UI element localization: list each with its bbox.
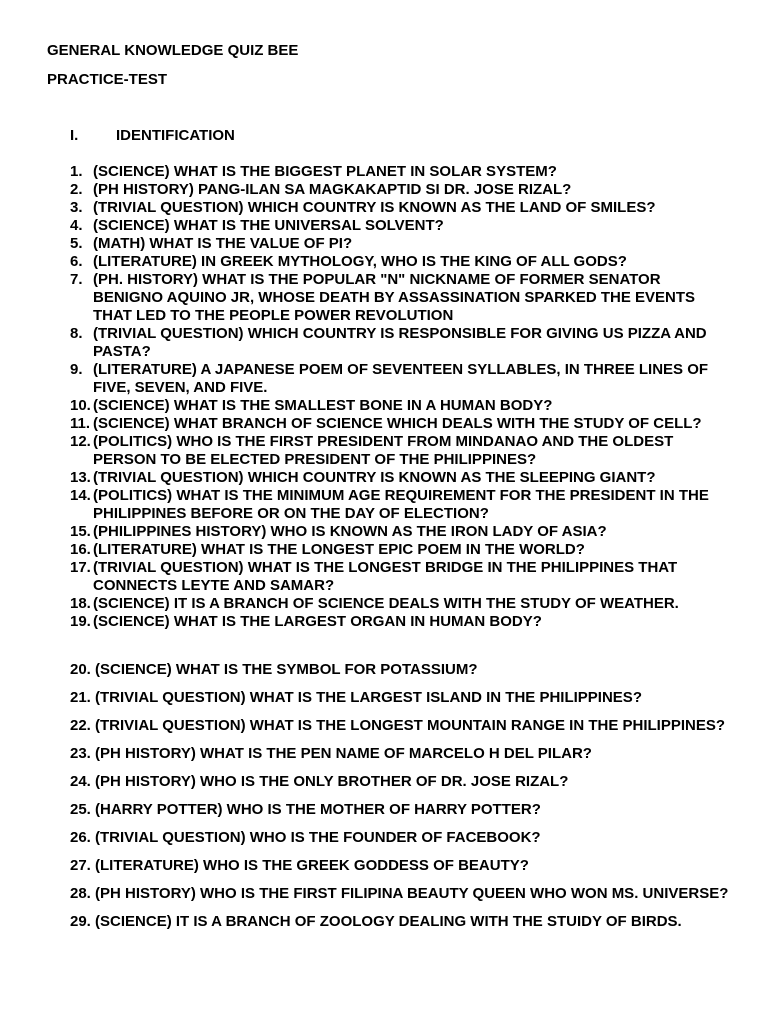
- question-number: 10.: [70, 397, 91, 414]
- question-number: 6.: [70, 253, 83, 270]
- question-number: 2.: [70, 181, 83, 198]
- question-text: (POLITICS) WHO IS THE FIRST PRESIDENT FROM MINDANAO AND THE OLDEST PERSON TO BE ELECTED PRESIDENT OF THE PHILIPPINES?: [93, 433, 674, 468]
- question-item: [70, 217, 730, 235]
- question-text: (LITERATURE) IN GREEK MYTHOLOGY, WHO IS THE KING OF ALL GODS?: [93, 253, 627, 270]
- section-heading: [70, 127, 235, 145]
- question-number: 8.: [70, 325, 83, 342]
- question-text: (MATH) WHAT IS THE VALUE OF PI?: [93, 235, 353, 252]
- question-item: 24. (PH HISTORY) WHO IS THE ONLY BROTHER OF DR. JOSE RIZAL?: [70, 773, 569, 790]
- section-number: I.: [70, 127, 79, 144]
- question-item: [70, 253, 730, 271]
- question-text: (SCIENCE) WHAT IS THE BIGGEST PLANET IN SOLAR SYSTEM?: [93, 163, 557, 180]
- question-number: 7.: [70, 271, 83, 288]
- document-subtitle: PRACTICE-TEST: [47, 71, 167, 88]
- question-item: 28. (PH HISTORY) WHO IS THE FIRST FILIPINA BEAUTY QUEEN WHO WON MS. UNIVERSE?: [70, 885, 729, 902]
- question-item: 25. (HARRY POTTER) WHO IS THE MOTHER OF HARRY POTTER?: [70, 801, 541, 818]
- question-text: (LITERATURE) A JAPANESE POEM OF SEVENTEEN SYLLABLES, IN THREE LINES OF FIVE, SEVEN, AND FIVE.: [93, 361, 709, 396]
- question-number: 12.: [70, 433, 91, 450]
- question-number: 18.: [70, 595, 91, 612]
- question-text: (TRIVIAL QUESTION) WHAT IS THE LONGEST BRIDGE IN THE PHILIPPINES THAT CONNECTS LEYTE AND SAMAR?: [93, 559, 678, 594]
- question-item: [70, 181, 730, 199]
- question-item: [70, 613, 730, 631]
- question-text: (POLITICS) WHAT IS THE MINIMUM AGE REQUIREMENT FOR THE PRESIDENT IN THE PHILIPPINES BEFORE OR ON THE DAY OF ELECTION?: [93, 487, 709, 522]
- question-item: [70, 199, 730, 217]
- question-item: [70, 433, 730, 469]
- question-text: (SCIENCE) IT IS A BRANCH OF SCIENCE DEALS WITH THE STUDY OF WEATHER.: [93, 595, 679, 612]
- question-text: (SCIENCE) WHAT IS THE UNIVERSAL SOLVENT?: [93, 217, 444, 234]
- question-number: 9.: [70, 361, 83, 378]
- question-item: 26. (TRIVIAL QUESTION) WHO IS THE FOUNDER OF FACEBOOK?: [70, 829, 541, 846]
- question-item: 22. (TRIVIAL QUESTION) WHAT IS THE LONGEST MOUNTAIN RANGE IN THE PHILIPPINES?: [70, 717, 726, 734]
- question-text: (PH HISTORY) PANG-ILAN SA MAGKAKAPTID SI DR. JOSE RIZAL?: [93, 181, 572, 198]
- question-item: [70, 559, 730, 595]
- question-number: 5.: [70, 235, 83, 252]
- question-number: 13.: [70, 469, 91, 486]
- question-item: [70, 523, 730, 541]
- question-item: [70, 163, 730, 181]
- question-text: (TRIVIAL QUESTION) WHICH COUNTRY IS KNOWN AS THE LAND OF SMILES?: [93, 199, 656, 216]
- question-number: 17.: [70, 559, 91, 576]
- question-item: 21. (TRIVIAL QUESTION) WHAT IS THE LARGEST ISLAND IN THE PHILIPPINES?: [70, 689, 642, 706]
- question-item: [70, 235, 730, 253]
- question-text: (PH. HISTORY) WHAT IS THE POPULAR "N" NICKNAME OF FORMER SENATOR BENIGNO AQUINO JR, WHOSE DEATH BY ASSASSINATION SPARKED THE EVENTS THAT LED TO THE PEOPLE POWER REVOLUTION: [93, 271, 696, 324]
- question-number: 19.: [70, 613, 91, 630]
- question-item: [70, 595, 730, 613]
- question-item: [70, 469, 730, 487]
- question-item: [70, 271, 730, 325]
- question-item: [70, 541, 730, 559]
- question-text: (LITERATURE) WHAT IS THE LONGEST EPIC POEM IN THE WORLD?: [93, 541, 585, 558]
- question-item: 29. (SCIENCE) IT IS A BRANCH OF ZOOLOGY DEALING WITH THE STUIDY OF BIRDS.: [70, 913, 682, 930]
- question-number: 16.: [70, 541, 91, 558]
- question-item: [70, 397, 730, 415]
- question-item: [70, 325, 730, 361]
- question-number: 11.: [70, 415, 91, 432]
- question-text: (SCIENCE) WHAT IS THE SMALLEST BONE IN A HUMAN BODY?: [93, 397, 553, 414]
- question-text: (PHILIPPINES HISTORY) WHO IS KNOWN AS THE IRON LADY OF ASIA?: [93, 523, 607, 540]
- document-title: GENERAL KNOWLEDGE QUIZ BEE: [47, 42, 299, 59]
- question-number: 3.: [70, 199, 83, 216]
- question-list-continued: [70, 661, 730, 941]
- question-item: 23. (PH HISTORY) WHAT IS THE PEN NAME OF MARCELO H DEL PILAR?: [70, 745, 592, 762]
- section-heading-text: IDENTIFICATION: [116, 127, 235, 144]
- question-text: (SCIENCE) WHAT BRANCH OF SCIENCE WHICH DEALS WITH THE STUDY OF CELL?: [93, 415, 702, 432]
- question-number: 1.: [70, 163, 83, 180]
- question-item: 27. (LITERATURE) WHO IS THE GREEK GODDESS OF BEAUTY?: [70, 857, 529, 874]
- question-number: 14.: [70, 487, 91, 504]
- question-text: (TRIVIAL QUESTION) WHICH COUNTRY IS RESPONSIBLE FOR GIVING US PIZZA AND PASTA?: [93, 325, 707, 360]
- question-item: [70, 415, 730, 433]
- question-item: [70, 361, 730, 397]
- question-text: (TRIVIAL QUESTION) WHICH COUNTRY IS KNOWN AS THE SLEEPING GIANT?: [93, 469, 656, 486]
- question-item: [70, 487, 730, 523]
- question-item: 20. (SCIENCE) WHAT IS THE SYMBOL FOR POTASSIUM?: [70, 661, 478, 678]
- question-number: 4.: [70, 217, 83, 234]
- question-number: 15.: [70, 523, 91, 540]
- question-text: (SCIENCE) WHAT IS THE LARGEST ORGAN IN HUMAN BODY?: [93, 613, 542, 630]
- question-list-numbered: [70, 163, 730, 631]
